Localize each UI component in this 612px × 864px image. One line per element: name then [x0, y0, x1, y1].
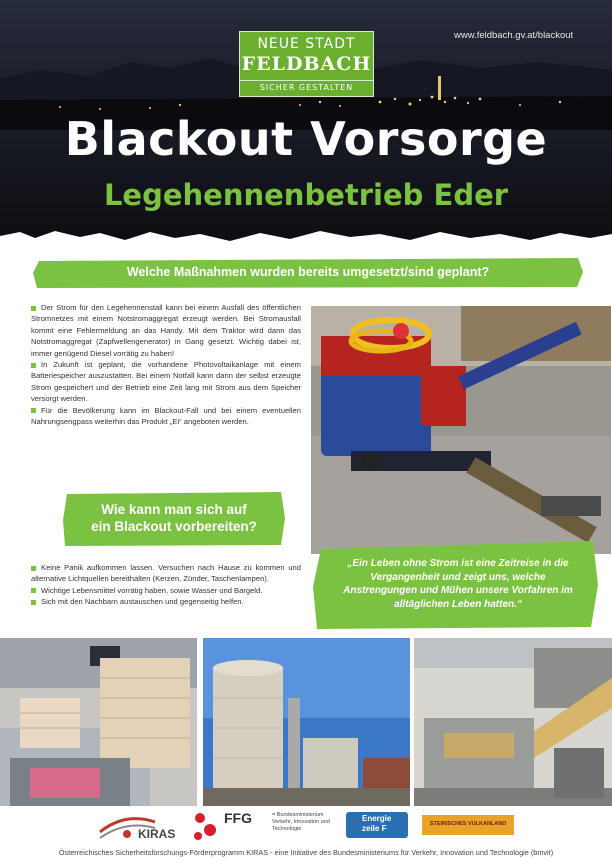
- bullet-square: [31, 408, 36, 413]
- logo-line-2: FELDBACH: [241, 53, 372, 75]
- neue-stadt-feldbach-logo: [239, 31, 374, 97]
- ffg-logo-mark: [190, 810, 222, 844]
- footer-note: Österreichisches Sicherheitsforschungs-Förderprogramm KIRAS - eine Initiative des Bundesministeriums für Verkehr, Innovation und Technologie (bmvit): [58, 848, 554, 857]
- bullet-square: [31, 363, 36, 368]
- list-item: Sich mit den Nachbarn austauschen und gegenseitig helfen.: [31, 596, 301, 607]
- egg-sorting-machine-photo: [414, 638, 612, 806]
- list-item: Keine Panik aufkommen lassen. Versuchen nach Hause zu kommen und alternative Lichtquellen bereithalten (Kerzen, Zünder, Taschenlampen).: [31, 563, 301, 584]
- bullet-square: [31, 588, 36, 593]
- paragraph: In Zukunft ist geplant, die vorhandene Photovoltaikanlage mit einem Batteriespeicher auszustatten. Bei einem Notfall kann dann der selbst erzeugte Strom gespeichert und der Betrieb eine Zeit lang mit Strom aus dem Speicher versorgt werden.: [31, 360, 301, 404]
- section2-heading-line1: Wie kann man sich auf: [101, 502, 247, 517]
- generator-photo: [311, 306, 611, 554]
- ffg-label: FFG: [224, 810, 252, 826]
- vulkanland-logo-text: STEIRISCHES VULKANLAND: [429, 821, 507, 827]
- bullet-square: [31, 566, 36, 571]
- section1-heading: Welche Maßnahmen wurden bereits umgesetzt/sind geplant?: [126, 265, 490, 279]
- bullet-square: [31, 306, 36, 311]
- egg-storage-photo: [0, 638, 197, 806]
- silo-photo: [203, 638, 410, 806]
- page-title: Blackout Vorsorge: [64, 112, 548, 166]
- section2-heading: [63, 501, 285, 535]
- section2-heading-line2: ein Blackout vorbereiten?: [91, 519, 257, 534]
- bullet-square: [31, 600, 36, 605]
- torn-paper-edge: [0, 222, 612, 262]
- paragraph: Der Strom für den Legehennenstall kann bei einem Ausfall des öffentlichen Stromnetzes mit einem Notstromaggregat erzeugt werden. Bei Stromausfall kommt eine Fehlermeldung an das Handy. Mit dem Traktor wird dann das Notstromaggregat (Zapfwellengenerator) in Gang gesetzt. Wichtig dabei ist, immer genügend Diesel vorrätig zu haben!: [31, 303, 301, 358]
- energie-logo-text: Energie zeile F: [362, 814, 392, 833]
- quote-text: „Ein Leben ohne Strom ist eine Zeitreise in die Vergangenheit und zeigt uns, welche Anstrengungen und Mühen unsere Vorfahren im alltäglichen Leben hatten.“: [343, 558, 573, 610]
- logo-tagline: SICHER GESTALTEN: [240, 80, 373, 92]
- header-hero: [0, 0, 612, 250]
- website-url[interactable]: www.feldbach.gv.at/blackout: [454, 30, 574, 41]
- logo-line-1: NEUE STADT: [257, 36, 356, 52]
- page-subtitle: Legehennenbetrieb Eder: [103, 178, 509, 212]
- section2-list: [31, 562, 301, 608]
- list-item: Wichtige Lebensmittel vorrätig haben, sowie Wasser und Bargeld.: [31, 585, 301, 596]
- paragraph: Für die Bevölkerung kann im Blackout-Fall und bei einem eventuellen Nahrungsengpass weiterhin das Produkt „Ei“ angeboten werden.: [31, 405, 301, 427]
- section1-body: [31, 302, 301, 427]
- ministry-logo-text: = Bundesministerium Verkehr, Innovation und Technologie: [272, 812, 330, 832]
- kiras-label: KIRAS: [138, 827, 176, 841]
